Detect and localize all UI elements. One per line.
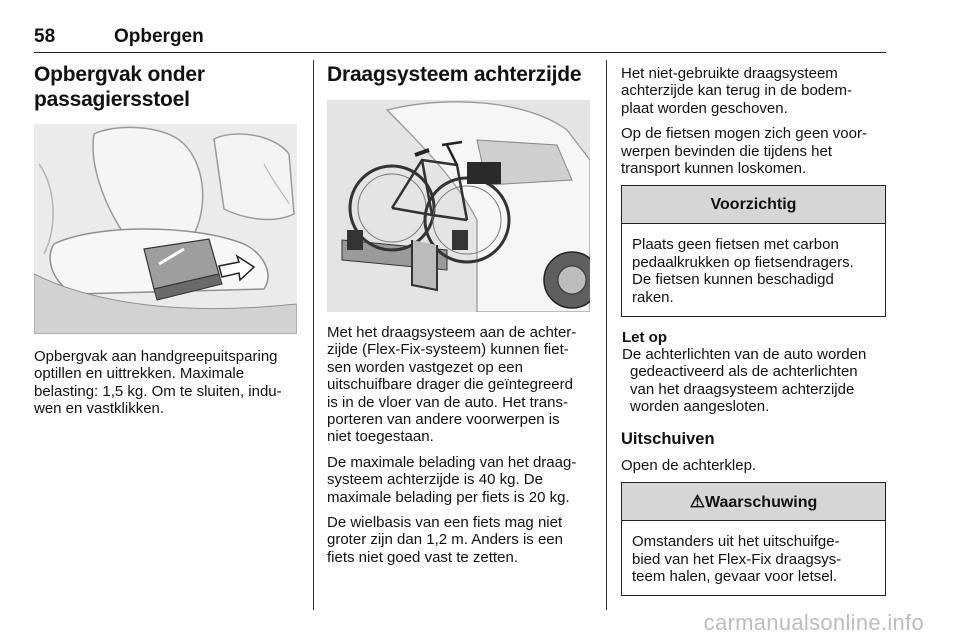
text-line: Met het draagsysteem aan de achter- <box>327 324 577 341</box>
warning-header <box>622 483 885 521</box>
middle-paragraph-2 <box>327 454 602 506</box>
warning-box <box>621 482 886 596</box>
page-number: 58 <box>34 26 56 47</box>
right-paragraph-2 <box>621 125 886 177</box>
left-heading <box>34 62 304 112</box>
middle-paragraph-1 <box>327 324 602 446</box>
text-line: sen worden vastgezet op een <box>327 358 523 376</box>
text-line: De fietsen kunnen beschadigd <box>632 271 834 289</box>
bike-carrier-drawing <box>327 100 590 312</box>
middle-paragraph-3 <box>327 514 602 566</box>
left-line: wen en vastklikken. <box>34 400 165 418</box>
page-header <box>34 22 886 53</box>
text-line: systeem achterzijde is 40 kg. De <box>327 471 543 489</box>
text-line: werpen bevinden die tijdens het <box>621 142 832 160</box>
left-line: optillen en uittrekken. Maximale <box>34 365 245 383</box>
middle-heading: Draagsysteem achterzijde <box>327 63 582 86</box>
note-block <box>621 329 886 416</box>
note-text <box>622 346 886 416</box>
left-heading-line2: passagiersstoel <box>34 88 190 111</box>
text-line: teem halen, gevaar voor letsel. <box>632 567 838 585</box>
text-line: fiets niet goed vast te zetten. <box>327 548 518 566</box>
text-line: is in de vloer van de auto. Het trans- <box>327 393 568 411</box>
text-line: De achterlichten van de auto worden <box>622 346 867 364</box>
text-line: plaat worden geschoven. <box>621 99 788 117</box>
middle-column <box>327 62 602 87</box>
watermark: carmanualsonline.info <box>703 610 924 635</box>
text-line: Op de fietsen mogen zich geen voor- <box>621 125 867 143</box>
storage-compartment-illustration <box>34 124 297 334</box>
warning-title: Waarschuwing <box>704 494 818 512</box>
seat-drawing <box>34 124 297 334</box>
warning-body <box>622 521 885 595</box>
text-line: De maximale belading van het draag- <box>327 453 577 471</box>
step-text: Open de achterklep. <box>621 456 757 474</box>
text-line: worden aangesloten. <box>630 398 770 416</box>
text-line: transport kunnen loskomen. <box>621 160 807 178</box>
text-line: gedeactiveerd als de achterlichten <box>630 363 858 381</box>
caution-title: Voorzichtig <box>622 186 885 224</box>
left-line: Opbergvak aan handgreepuitsparing <box>34 348 278 365</box>
text-line: Het niet-gebruikte draagsysteem <box>621 65 838 82</box>
text-line: Omstanders uit het uitschuifge- <box>632 533 840 551</box>
text-line: Plaats geen fietsen met carbon <box>632 236 839 254</box>
text-line: porteren van andere voorwerpen is <box>327 411 560 429</box>
text-line: achterzijde kan terug in de bodem- <box>621 82 852 100</box>
warning-icon: ⚠ <box>689 492 705 512</box>
middle-body <box>327 324 602 574</box>
text-line: uitschuifbare drager die geïntegreerd <box>327 376 573 394</box>
left-paragraph <box>34 348 304 418</box>
bike-carrier-illustration <box>327 100 590 312</box>
subheading-uitschuiven: Uitschuiven <box>621 429 715 448</box>
right-column <box>621 65 886 596</box>
text-line: niet toegestaan. <box>327 428 434 446</box>
left-column <box>34 62 304 112</box>
caution-body <box>622 224 885 316</box>
left-line: belasting: 1,5 kg. Om te sluiten, indu- <box>34 382 282 400</box>
text-line: bied van het Flex-Fix draagsys- <box>632 550 842 568</box>
left-body <box>34 348 304 418</box>
left-heading-line1: Opbergvak onder <box>34 63 205 86</box>
column-divider-1 <box>313 60 314 610</box>
text-line: maximale belading per fiets is 20 kg. <box>327 488 570 506</box>
text-line: pedaalkrukken op fietsendragers. <box>632 253 854 271</box>
caution-box <box>621 185 886 317</box>
section-title: Opbergen <box>114 26 204 47</box>
text-line: zijde (Flex-Fix-systeem) kunnen fiet- <box>327 341 569 359</box>
text-line: raken. <box>632 288 674 306</box>
text-line: van het draagsysteem achterzijde <box>630 380 855 398</box>
right-paragraph-1 <box>621 65 886 117</box>
column-divider-2 <box>606 60 607 610</box>
text-line: groter zijn dan 1,2 m. Anders is een <box>327 531 563 549</box>
note-title: Let op <box>622 329 667 347</box>
text-line: De wielbasis van een fiets mag niet <box>327 514 563 532</box>
